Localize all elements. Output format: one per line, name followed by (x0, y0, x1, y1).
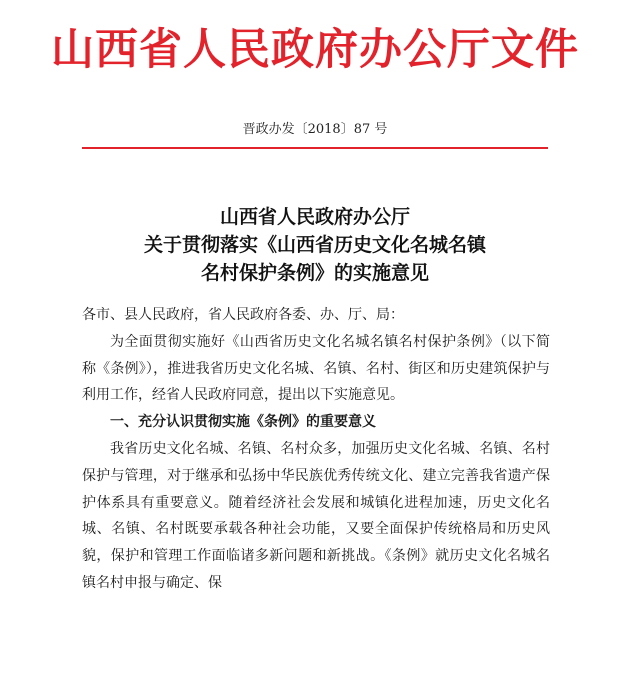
document-header-title: 山西省人民政府办公厅文件 (51, 25, 579, 75)
document-title (0, 203, 630, 287)
paragraph-intro: 为全面贯彻实施好《山西省历史文化名城名镇名村保护条例》（以下简称《条例》），推进我省历史文化名城、名镇、名村、街区和历史建筑保护与利用工作，经省人民政府同意，提出以下实施意见。 (82, 333, 550, 404)
header-red-rule (82, 147, 548, 149)
title-line-1: 山西省人民政府办公厅 (219, 206, 410, 228)
document-body (82, 302, 550, 597)
document-number: 晋政办发〔2018〕87 号 (242, 122, 388, 137)
title-line-3: 名村保护条例》的实施意见 (200, 262, 429, 284)
title-line-2: 关于贯彻落实《山西省历史文化名城名镇 (143, 234, 486, 256)
paragraph-significance: 我省历史文化名城、名镇、名村众多，加强历史文化名城、名镇、名村保护与管理，对于继承和弘扬中华民族优秀传统文化、建立完善我省遗产保护体系具有重要意义。随着经济社会发展和城镇化进程加速，历史文化名城、名镇、名村既要承载各种社会功能，又要全面保护传统格局和历史风貌，保护和管理工作面临诸多新问题和新挑战。《条例》就历史文化名城名镇名村申报与确定、保 (82, 440, 550, 591)
salutation: 各市、县人民政府，省人民政府各委、办、厅、局： (82, 307, 404, 323)
section-heading-1: 一、充分认识贯彻实施《条例》的重要意义 (110, 414, 376, 431)
